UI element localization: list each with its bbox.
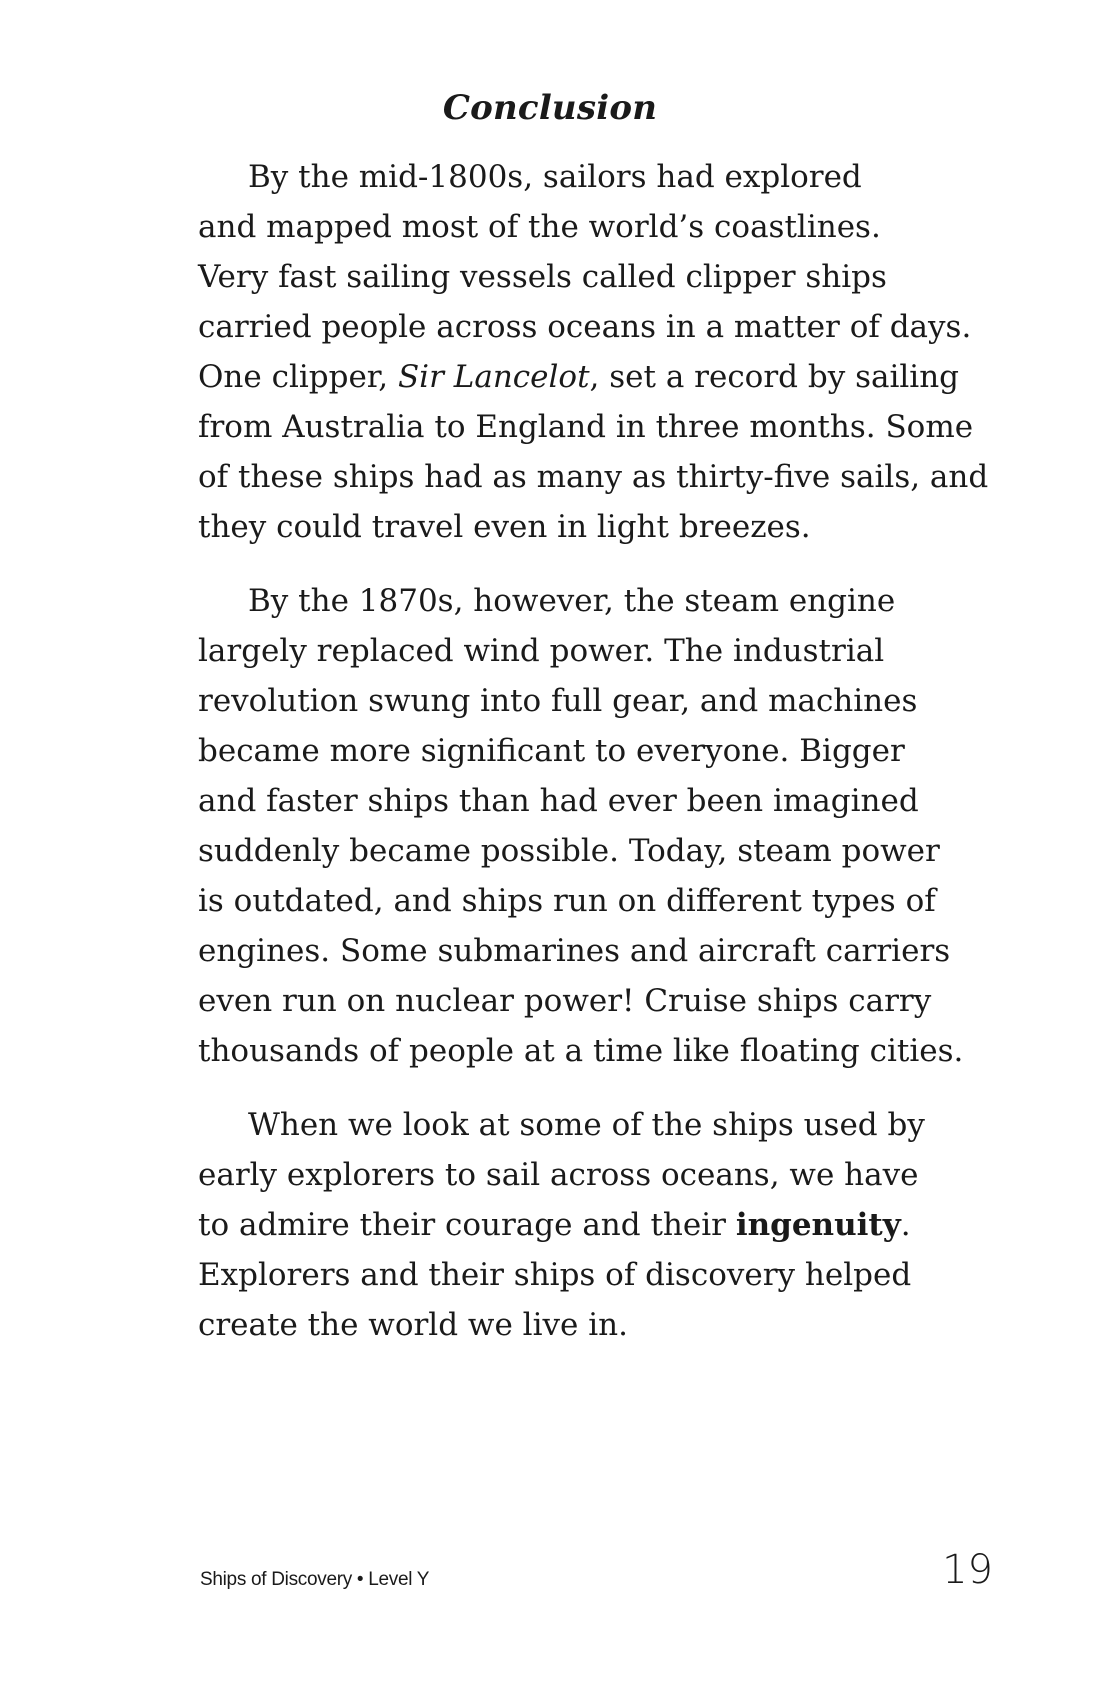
text-line: became more significant to everyone. Bigger: [198, 733, 905, 769]
text-line: Very fast sailing vessels called clipper ships: [198, 259, 887, 295]
text-line: [198, 352, 998, 402]
ship-name-italic: Sir Lancelot: [397, 359, 590, 395]
text-line: suddenly became possible. Today, steam power: [198, 833, 940, 869]
text-line: [198, 1200, 998, 1250]
text-line: from Australia to England in three months. Some: [198, 409, 974, 445]
text-line: of these ships had as many as thirty-five sails, and: [198, 459, 989, 495]
text-line: carried people across oceans in a matter of days.: [198, 309, 972, 345]
text-line: By the 1870s, however, the steam engine: [248, 583, 896, 619]
text-segment: to admire their courage and their: [198, 1207, 736, 1243]
paragraph-1: [198, 152, 998, 552]
paragraph-3: [198, 1100, 998, 1350]
book-title-footer: Ships of Discovery • Level Y: [200, 1569, 430, 1590]
vocabulary-word-bold: ingenuity: [735, 1207, 901, 1243]
text-line: and faster ships than had ever been imagined: [198, 783, 919, 819]
text-line: When we look at some of the ships used by: [248, 1107, 925, 1143]
text-line: they could travel even in light breezes.: [198, 509, 811, 545]
text-line: create the world we live in.: [198, 1307, 628, 1343]
paragraph-2: [198, 576, 998, 1076]
body-text: [198, 152, 998, 1374]
section-heading: Conclusion: [442, 88, 658, 128]
text-line: engines. Some submarines and aircraft carriers: [198, 933, 951, 969]
text-line: thousands of people at a time like floating cities.: [198, 1033, 964, 1069]
text-line: largely replaced wind power. The industrial: [198, 633, 885, 669]
page-number: 19: [942, 1547, 993, 1593]
text-segment: .: [900, 1207, 911, 1243]
text-segment: One clipper,: [198, 359, 398, 395]
text-segment: , set a record by sailing: [589, 359, 960, 395]
text-line: revolution swung into full gear, and machines: [198, 683, 918, 719]
text-line: even run on nuclear power! Cruise ships carry: [198, 983, 932, 1019]
text-line: and mapped most of the world’s coastlines.: [198, 209, 881, 245]
text-line: By the mid-1800s, sailors had explored: [248, 159, 862, 195]
text-line: early explorers to sail across oceans, we have: [198, 1157, 919, 1193]
text-line: is outdated, and ships run on different types of: [198, 883, 936, 919]
text-line: Explorers and their ships of discovery helped: [198, 1257, 912, 1293]
